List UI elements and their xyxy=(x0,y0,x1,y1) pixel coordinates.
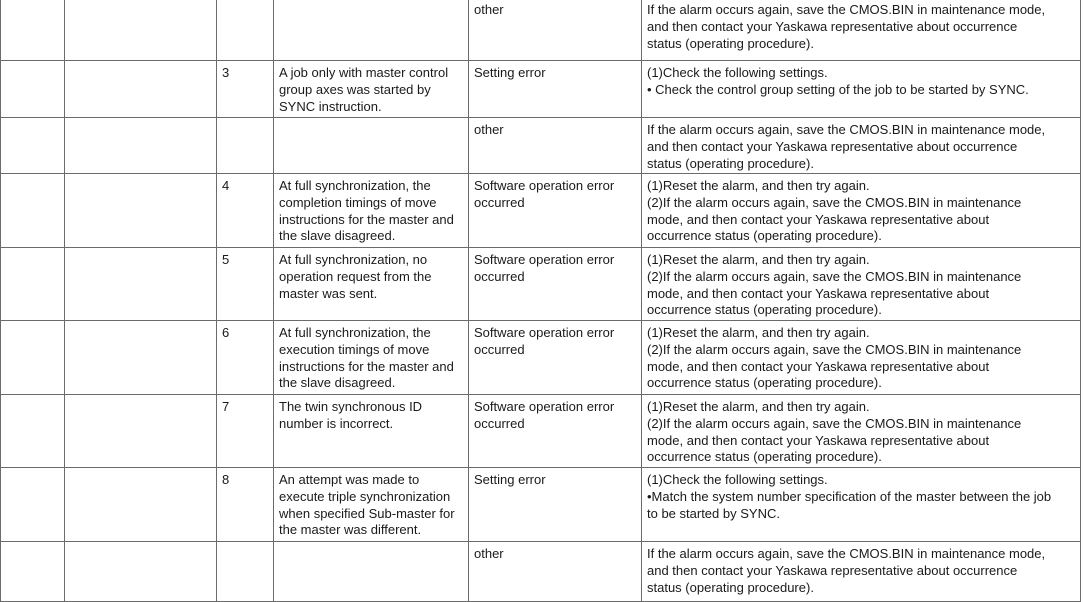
table-row xyxy=(1,542,1081,602)
remedy-line: mode, and then contact your Yaskawa representative about xyxy=(647,211,990,227)
alarm-name-cell xyxy=(65,174,217,248)
error-type-cell: other xyxy=(469,118,642,174)
alarm-number-cell xyxy=(1,395,65,468)
table-row xyxy=(1,395,1081,468)
alarm-name-cell xyxy=(65,468,217,542)
remedy-line: to be started by SYNC. xyxy=(647,505,780,521)
error-type-cell: Software operation error occurred xyxy=(469,174,642,248)
remedy-cell xyxy=(642,0,1081,61)
alarm-table-body xyxy=(1,0,1081,602)
sub-code-cell: 8 xyxy=(217,468,274,542)
cause-cell: At full synchronization, the completion timings of move instructions for the master and the slave disagreed. xyxy=(274,174,469,248)
alarm-number-cell xyxy=(1,0,65,61)
remedy-line: status (operating procedure). xyxy=(647,155,814,171)
remedy-line: and then contact your Yaskawa representative about occurrence xyxy=(647,562,1018,578)
remedy-line: occurrence status (operating procedure). xyxy=(647,449,882,465)
remedy-line: occurrence status (operating procedure). xyxy=(647,302,882,318)
alarm-name-cell xyxy=(65,61,217,118)
remedy-line: status (operating procedure). xyxy=(647,579,814,595)
sub-code-cell: 5 xyxy=(217,248,274,321)
alarm-number-cell xyxy=(1,174,65,248)
remedy-line: (2)If the alarm occurs again, save the CMOS.BIN in maintenance xyxy=(647,268,1022,284)
cause-cell: At full synchronization, no operation request from the master was sent. xyxy=(274,248,469,321)
cause-cell: A job only with master control group axes was started by SYNC instruction. xyxy=(274,61,469,118)
alarm-name-cell xyxy=(65,321,217,395)
error-type-cell: Software operation error occurred xyxy=(469,248,642,321)
remedy-line: •Match the system number specification of the master between the job xyxy=(647,488,1052,504)
remedy-cell xyxy=(642,395,1081,468)
remedy-cell xyxy=(642,468,1081,542)
sub-code-cell xyxy=(217,0,274,61)
remedy-line: (2)If the alarm occurs again, save the CMOS.BIN in maintenance xyxy=(647,415,1022,431)
alarm-name-cell xyxy=(65,118,217,174)
error-type-cell: Software operation error occurred xyxy=(469,321,642,395)
sub-code-cell: 4 xyxy=(217,174,274,248)
remedy-line: (1)Reset the alarm, and then try again. xyxy=(647,325,870,340)
alarm-number-cell xyxy=(1,61,65,118)
cause-cell: An attempt was made to execute triple synchronization when specified Sub-master for the master was different. xyxy=(274,468,469,542)
remedy-cell xyxy=(642,542,1081,602)
alarm-name-cell xyxy=(65,0,217,61)
sub-code-cell: 6 xyxy=(217,321,274,395)
sub-code-cell: 7 xyxy=(217,395,274,468)
alarm-number-cell xyxy=(1,118,65,174)
remedy-line: If the alarm occurs again, save the CMOS.BIN in maintenance mode, xyxy=(647,546,1046,561)
cause-cell: At full synchronization, the execution timings of move instructions for the master and the slave disagreed. xyxy=(274,321,469,395)
remedy-cell xyxy=(642,248,1081,321)
table-row xyxy=(1,61,1081,118)
alarm-number-cell xyxy=(1,248,65,321)
alarm-name-cell xyxy=(65,395,217,468)
alarm-number-cell xyxy=(1,468,65,542)
error-type-cell: Setting error xyxy=(469,468,642,542)
table-row xyxy=(1,468,1081,542)
cause-cell xyxy=(274,118,469,174)
alarm-number-cell xyxy=(1,321,65,395)
remedy-cell xyxy=(642,118,1081,174)
remedy-line: mode, and then contact your Yaskawa representative about xyxy=(647,358,990,374)
remedy-cell xyxy=(642,61,1081,118)
remedy-line: (1)Reset the alarm, and then try again. xyxy=(647,252,870,267)
error-type-cell: Software operation error occurred xyxy=(469,395,642,468)
remedy-line: (1)Check the following settings. xyxy=(647,65,828,80)
remedy-line: mode, and then contact your Yaskawa representative about xyxy=(647,432,990,448)
alarm-number-cell xyxy=(1,542,65,602)
remedy-line: (2)If the alarm occurs again, save the CMOS.BIN in maintenance xyxy=(647,194,1022,210)
remedy-line: (1)Check the following settings. xyxy=(647,472,828,487)
sub-code-cell xyxy=(217,118,274,174)
remedy-line: • Check the control group setting of the job to be started by SYNC. xyxy=(647,81,1029,97)
table-row xyxy=(1,174,1081,248)
table-row xyxy=(1,0,1081,61)
error-type-cell: Setting error xyxy=(469,61,642,118)
remedy-cell xyxy=(642,321,1081,395)
alarm-name-cell xyxy=(65,248,217,321)
error-type-cell: other xyxy=(469,0,642,61)
cause-cell xyxy=(274,542,469,602)
remedy-line: (1)Reset the alarm, and then try again. xyxy=(647,399,870,414)
remedy-line: occurrence status (operating procedure). xyxy=(647,375,882,391)
remedy-line: occurrence status (operating procedure). xyxy=(647,228,882,244)
remedy-line: (2)If the alarm occurs again, save the CMOS.BIN in maintenance xyxy=(647,341,1022,357)
remedy-line: If the alarm occurs again, save the CMOS.BIN in maintenance mode, xyxy=(647,122,1046,137)
table-row xyxy=(1,321,1081,395)
sub-code-cell: 3 xyxy=(217,61,274,118)
remedy-line: mode, and then contact your Yaskawa representative about xyxy=(647,285,990,301)
sub-code-cell xyxy=(217,542,274,602)
alarm-name-cell xyxy=(65,542,217,602)
table-row xyxy=(1,118,1081,174)
remedy-line: (1)Reset the alarm, and then try again. xyxy=(647,178,870,193)
remedy-line: and then contact your Yaskawa representative about occurrence xyxy=(647,138,1018,154)
remedy-line: and then contact your Yaskawa representative about occurrence xyxy=(647,18,1018,34)
error-type-cell: other xyxy=(469,542,642,602)
table-row xyxy=(1,248,1081,321)
cause-cell xyxy=(274,0,469,61)
remedy-cell xyxy=(642,174,1081,248)
remedy-line: status (operating procedure). xyxy=(647,35,814,51)
cause-cell: The twin synchronous ID number is incorrect. xyxy=(274,395,469,468)
remedy-line: If the alarm occurs again, save the CMOS.BIN in maintenance mode, xyxy=(647,2,1046,17)
